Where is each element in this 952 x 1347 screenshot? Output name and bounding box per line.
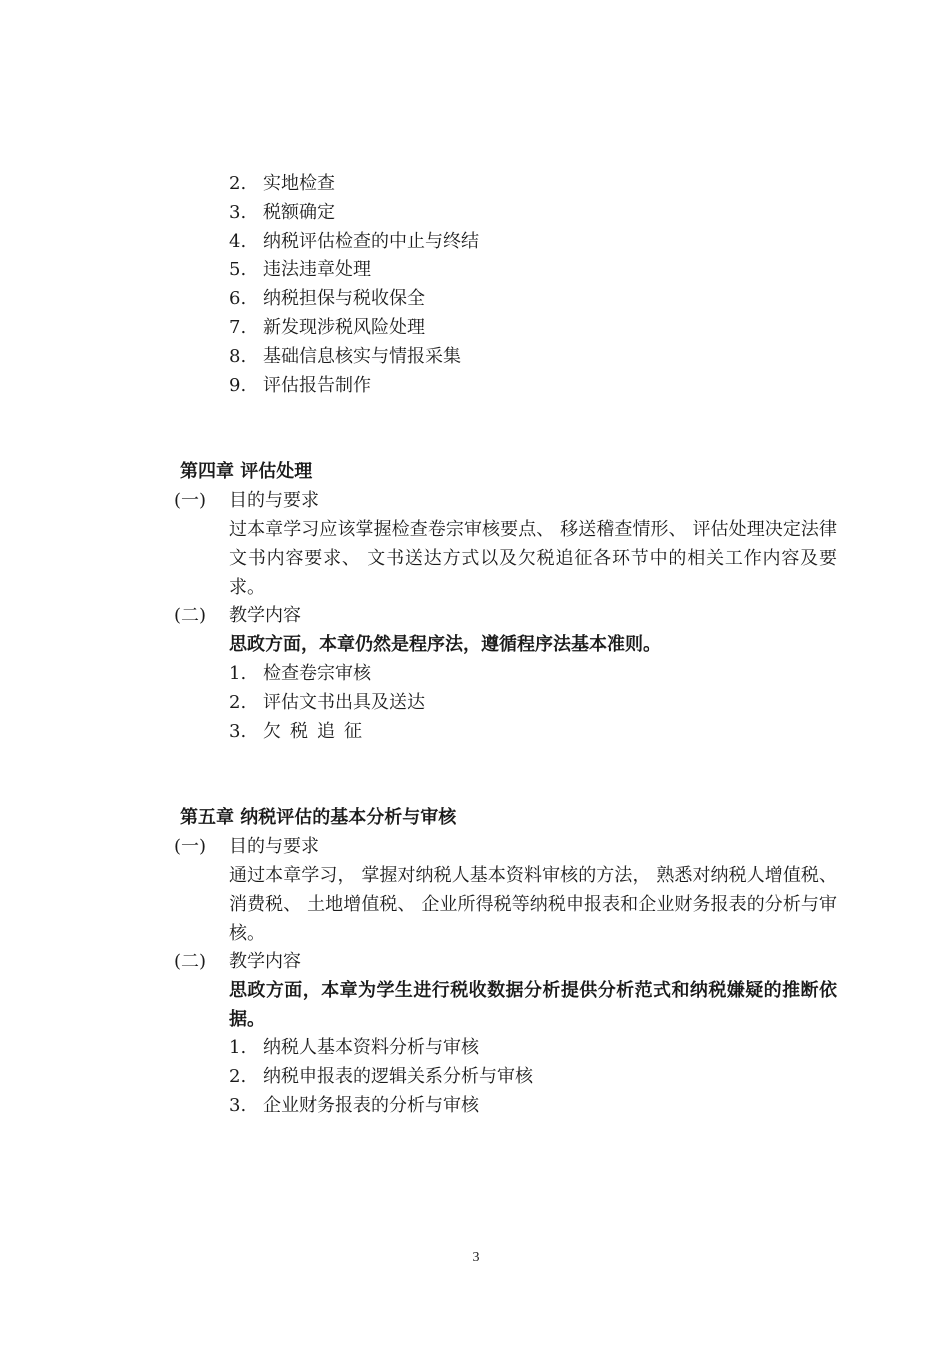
- chapter-4-ideology-note: 思政方面，本章仍然是程序法，遵循程序法基本准则。: [229, 634, 661, 655]
- chapter-5-title: 第五章 纳税评估的基本分析与审核: [180, 807, 457, 828]
- list-item: 3. 欠税追征: [229, 721, 371, 742]
- list-item: 4. 纳税评估检查的中止与终结: [229, 231, 479, 252]
- chapter-4-section-1-heading: (一) 目的与要求: [174, 490, 319, 511]
- chapter-4-title: 第四章 评估处理: [180, 461, 313, 482]
- list-item: 5. 违法违章处理: [229, 259, 371, 280]
- list-item: 2. 纳税申报表的逻辑关系分析与审核: [229, 1066, 533, 1087]
- list-item: 3. 企业财务报表的分析与审核: [229, 1095, 479, 1116]
- list-item: 7. 新发现涉税风险处理: [229, 317, 425, 338]
- page-number: 3: [472, 1250, 480, 1265]
- chapter-4-section-2-heading: (二) 教学内容: [174, 605, 301, 626]
- chapter-5-objectives-text: 通过本章学习， 掌握对纳税人基本资料审核的方法， 熟悉对纳税人增值税、 消费税、 土地增值税、 企业所得税等纳税申报表和企业财务报表的分析与审核。: [229, 865, 837, 944]
- list-item: 3. 税额确定: [229, 202, 335, 223]
- list-item: 1. 纳税人基本资料分析与审核: [229, 1037, 479, 1058]
- chapter-5-ideology-note: 思政方面，本章为学生进行税收数据分析提供分析范式和纳税嫌疑的推断依据。: [229, 980, 837, 1030]
- list-item: 6. 纳税担保与税收保全: [229, 288, 425, 309]
- chapter-4-objectives-text: 过本章学习应该掌握检查卷宗审核要点、 移送稽查情形、 评估处理决定法律文书内容要求、 文书送达方式以及欠税追征各环节中的相关工作内容及要求。: [229, 519, 837, 598]
- list-item: 9. 评估报告制作: [229, 375, 371, 396]
- chapter-5-section-2-heading: (二) 教学内容: [174, 951, 301, 972]
- list-item: 8. 基础信息核实与情报采集: [229, 346, 461, 367]
- chapter-5-section-1-heading: (一) 目的与要求: [174, 836, 319, 857]
- list-item: 2. 实地检查: [229, 173, 335, 194]
- list-item: 2. 评估文书出具及送达: [229, 692, 425, 713]
- list-item: 1. 检查卷宗审核: [229, 663, 371, 684]
